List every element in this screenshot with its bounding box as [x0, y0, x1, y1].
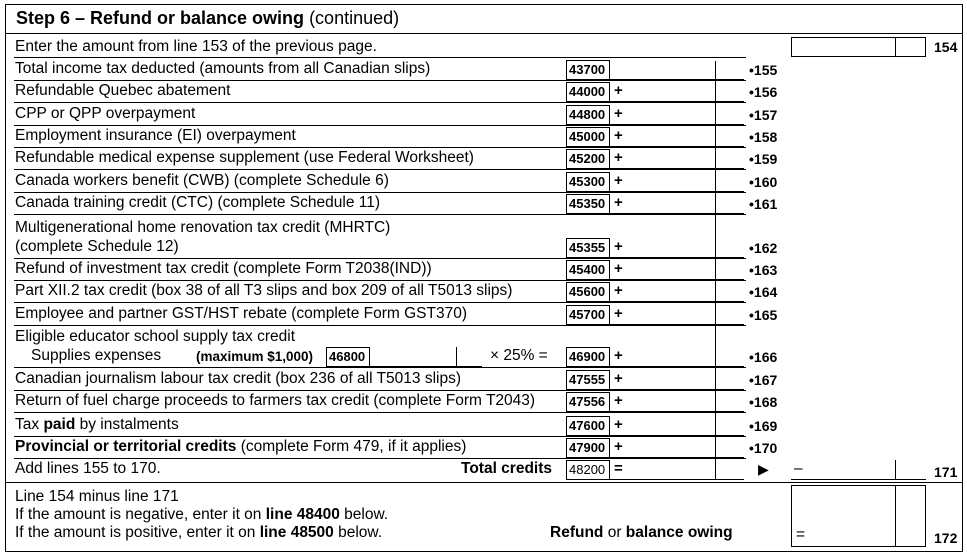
- line-code: 45200: [566, 149, 610, 169]
- line-code: 45700: [566, 305, 610, 325]
- mhrtc-label-2: (complete Schedule 12): [15, 238, 179, 255]
- line-op: +: [614, 126, 623, 144]
- line-rule: [14, 192, 746, 193]
- row171-amount[interactable]: [610, 460, 744, 480]
- mhrtc-amount[interactable]: [610, 238, 744, 258]
- line-op: +: [614, 304, 623, 322]
- row170-number: •170: [749, 440, 778, 456]
- final-l2-post: below.: [339, 506, 389, 523]
- final-eq: =: [796, 526, 806, 543]
- final-l3-post: below.: [333, 524, 383, 541]
- line-number: •161: [749, 195, 778, 212]
- header-rule: [6, 33, 962, 34]
- row169-code: 47600: [566, 416, 610, 436]
- educator-rule: [14, 367, 746, 368]
- line-number: •155: [749, 62, 778, 78]
- final-balance: balance owing: [625, 524, 733, 541]
- line-code: 47556: [566, 392, 610, 412]
- final-or: or: [603, 524, 626, 541]
- line-op: +: [614, 392, 623, 410]
- line-op: +: [614, 171, 623, 189]
- line154-label: Enter the amount from line 153 of the previous page.: [15, 38, 377, 55]
- line-op: +: [614, 193, 623, 211]
- row170-code: 47900: [566, 438, 610, 458]
- line-code: 45000: [566, 127, 610, 147]
- final-number: 172: [934, 530, 958, 546]
- educator-cents-divider: [456, 347, 457, 367]
- mhrtc-rule: [14, 258, 746, 259]
- final-refund: Refund: [550, 524, 604, 541]
- final-l2-bold: line 48400: [265, 506, 340, 523]
- row169-rule: [14, 436, 746, 437]
- row169-pre: Tax: [15, 416, 44, 433]
- line-op: +: [614, 282, 623, 300]
- line-rule: [14, 125, 746, 126]
- row169-label: [15, 416, 179, 434]
- line154-amount[interactable]: [791, 37, 926, 57]
- section-title-sub: (continued): [309, 8, 400, 28]
- line-number: •167: [749, 372, 778, 388]
- line-code: 45600: [566, 282, 610, 302]
- line-op: +: [614, 370, 623, 387]
- row171-minus: –: [794, 460, 803, 477]
- line-op: +: [614, 104, 623, 122]
- line-rule: [14, 325, 746, 326]
- row171-code: 48200: [566, 460, 610, 480]
- final-refund-label: [550, 524, 733, 542]
- line-number: •160: [749, 173, 778, 190]
- line-label: CPP or QPP overpayment: [15, 104, 196, 122]
- line-number: •165: [749, 306, 778, 323]
- final-line3: [15, 524, 382, 542]
- line-code: 44000: [566, 82, 610, 102]
- line-label: Part XII.2 tax credit (box 38 of all T3 slips and box 209 of all T5013 slips): [15, 282, 513, 300]
- line-number: •168: [749, 394, 778, 411]
- final-cents-divider: [895, 485, 896, 547]
- row171-result-cents-divider: [895, 460, 896, 480]
- section-title-main: Step 6 – Refund or balance owing: [16, 8, 305, 28]
- line-label: Canada workers benefit (CWB) (complete Schedule 6): [15, 171, 389, 189]
- educator-amount[interactable]: [610, 347, 744, 367]
- row171-number: 171: [934, 464, 958, 480]
- line154-rule: [14, 57, 746, 58]
- line-code: 44800: [566, 105, 610, 125]
- line-number: •156: [749, 84, 778, 101]
- line-amount-field[interactable]: [610, 370, 744, 390]
- line-rule: [14, 390, 746, 391]
- line-rule: [14, 147, 746, 148]
- line-amount-field[interactable]: [610, 105, 744, 125]
- educator-label-1: Eligible educator school supply tax credit: [15, 328, 296, 345]
- mhrtc-code: 45355: [566, 238, 610, 258]
- final-line2: [15, 506, 388, 524]
- line-label: Total income tax deducted (amounts from all Canadian slips): [15, 60, 431, 77]
- line-label: Canada training credit (CTC) (complete Schedule 11): [15, 193, 380, 211]
- line-rule: [14, 302, 746, 303]
- line-rule: [14, 169, 746, 170]
- educator-number: •166: [749, 349, 778, 365]
- final-line1: Line 154 minus line 171: [15, 488, 179, 505]
- educator-max: (maximum $1,000): [196, 349, 314, 364]
- final-l2-pre: If the amount is negative, enter it on: [15, 506, 266, 523]
- line-op: +: [614, 149, 623, 167]
- line154-number: 154: [934, 39, 958, 55]
- row171-section-rule: [6, 482, 962, 483]
- line-op: +: [614, 82, 623, 100]
- final-amount-box[interactable]: [791, 485, 926, 547]
- line-rule: [14, 102, 746, 103]
- row171-op: =: [614, 460, 623, 477]
- line-label: Employment insurance (EI) overpayment: [15, 126, 296, 144]
- educator-op: +: [614, 347, 623, 364]
- row169-number: •169: [749, 418, 778, 434]
- line-rule: [14, 412, 746, 413]
- row169-post: by instalments: [75, 416, 179, 433]
- line-amount-field[interactable]: [610, 194, 744, 214]
- line-rule: [14, 80, 746, 81]
- line-amount-field[interactable]: [610, 392, 744, 412]
- line-op: +: [614, 260, 623, 277]
- row170-op: +: [614, 438, 623, 455]
- step6-form: [5, 4, 963, 552]
- row171-result-amount[interactable]: [791, 460, 926, 480]
- line-amount-field[interactable]: [610, 260, 744, 280]
- mhrtc-number: •162: [749, 240, 778, 256]
- line-rule: [14, 280, 746, 281]
- line-code: 45350: [566, 194, 610, 214]
- line-amount-field[interactable]: [610, 149, 744, 169]
- row170-label: [15, 438, 466, 456]
- final-l3-bold: line 48500: [259, 524, 334, 541]
- educator-code1: 46800: [326, 347, 370, 367]
- line-number: •157: [749, 106, 778, 123]
- educator-mult: × 25% =: [490, 347, 548, 364]
- section-title: [16, 7, 399, 29]
- line-code: 47555: [566, 370, 610, 390]
- line-number: •158: [749, 128, 778, 145]
- mhrtc-op: +: [614, 238, 623, 255]
- row171-arrow-icon: ▶: [758, 461, 769, 477]
- final-l3-pre: If the amount is positive, enter it on: [15, 524, 260, 541]
- line-code: 43700: [566, 60, 610, 80]
- educator-expense-amount[interactable]: [370, 347, 482, 367]
- row169-amount[interactable]: [610, 416, 744, 436]
- educator-code2: 46900: [566, 347, 610, 367]
- line-label: Refundable Quebec abatement: [15, 82, 231, 100]
- row170-amount[interactable]: [610, 438, 744, 458]
- line-label: Return of fuel charge proceeds to farmers tax credit (complete Form T2043): [15, 392, 536, 410]
- row169-op: +: [614, 416, 623, 433]
- line-label: Refund of investment tax credit (complete Form T2038(IND)): [15, 260, 432, 277]
- row171-label: Add lines 155 to 170.: [15, 460, 161, 477]
- line-amount-field[interactable]: [610, 282, 744, 302]
- line-number: •159: [749, 151, 778, 168]
- line-code: 45400: [566, 260, 610, 280]
- line154-cents-divider: [895, 37, 896, 57]
- line-amount-field[interactable]: [610, 60, 744, 80]
- line-label: Canadian journalism labour tax credit (box 236 of all T5013 slips): [15, 370, 462, 387]
- educator-label-2: Supplies expenses: [31, 347, 162, 364]
- mhrtc-label-1: Multigenerational home renovation tax credit (MHRTC): [15, 219, 391, 236]
- line-amount-field[interactable]: [610, 305, 744, 325]
- line-rule: [14, 214, 746, 215]
- row170-rule: [14, 458, 746, 459]
- line-code: 45300: [566, 172, 610, 192]
- row170-post: (complete Form 479, if it applies): [236, 438, 467, 455]
- row171-total: Total credits: [461, 460, 553, 477]
- row170-bold: Provincial or territorial credits: [15, 438, 237, 455]
- line-number: •163: [749, 262, 778, 278]
- line-number: •164: [749, 284, 778, 301]
- line-amount-field[interactable]: [610, 172, 744, 192]
- line-label: Refundable medical expense supplement (use Federal Worksheet): [15, 149, 474, 167]
- row171-cents-divider: [715, 460, 716, 480]
- line-amount-field[interactable]: [610, 82, 744, 102]
- row169-bold: paid: [43, 416, 76, 433]
- line-label: Employee and partner GST/HST rebate (complete Form GST370): [15, 304, 467, 322]
- line-amount-field[interactable]: [610, 127, 744, 147]
